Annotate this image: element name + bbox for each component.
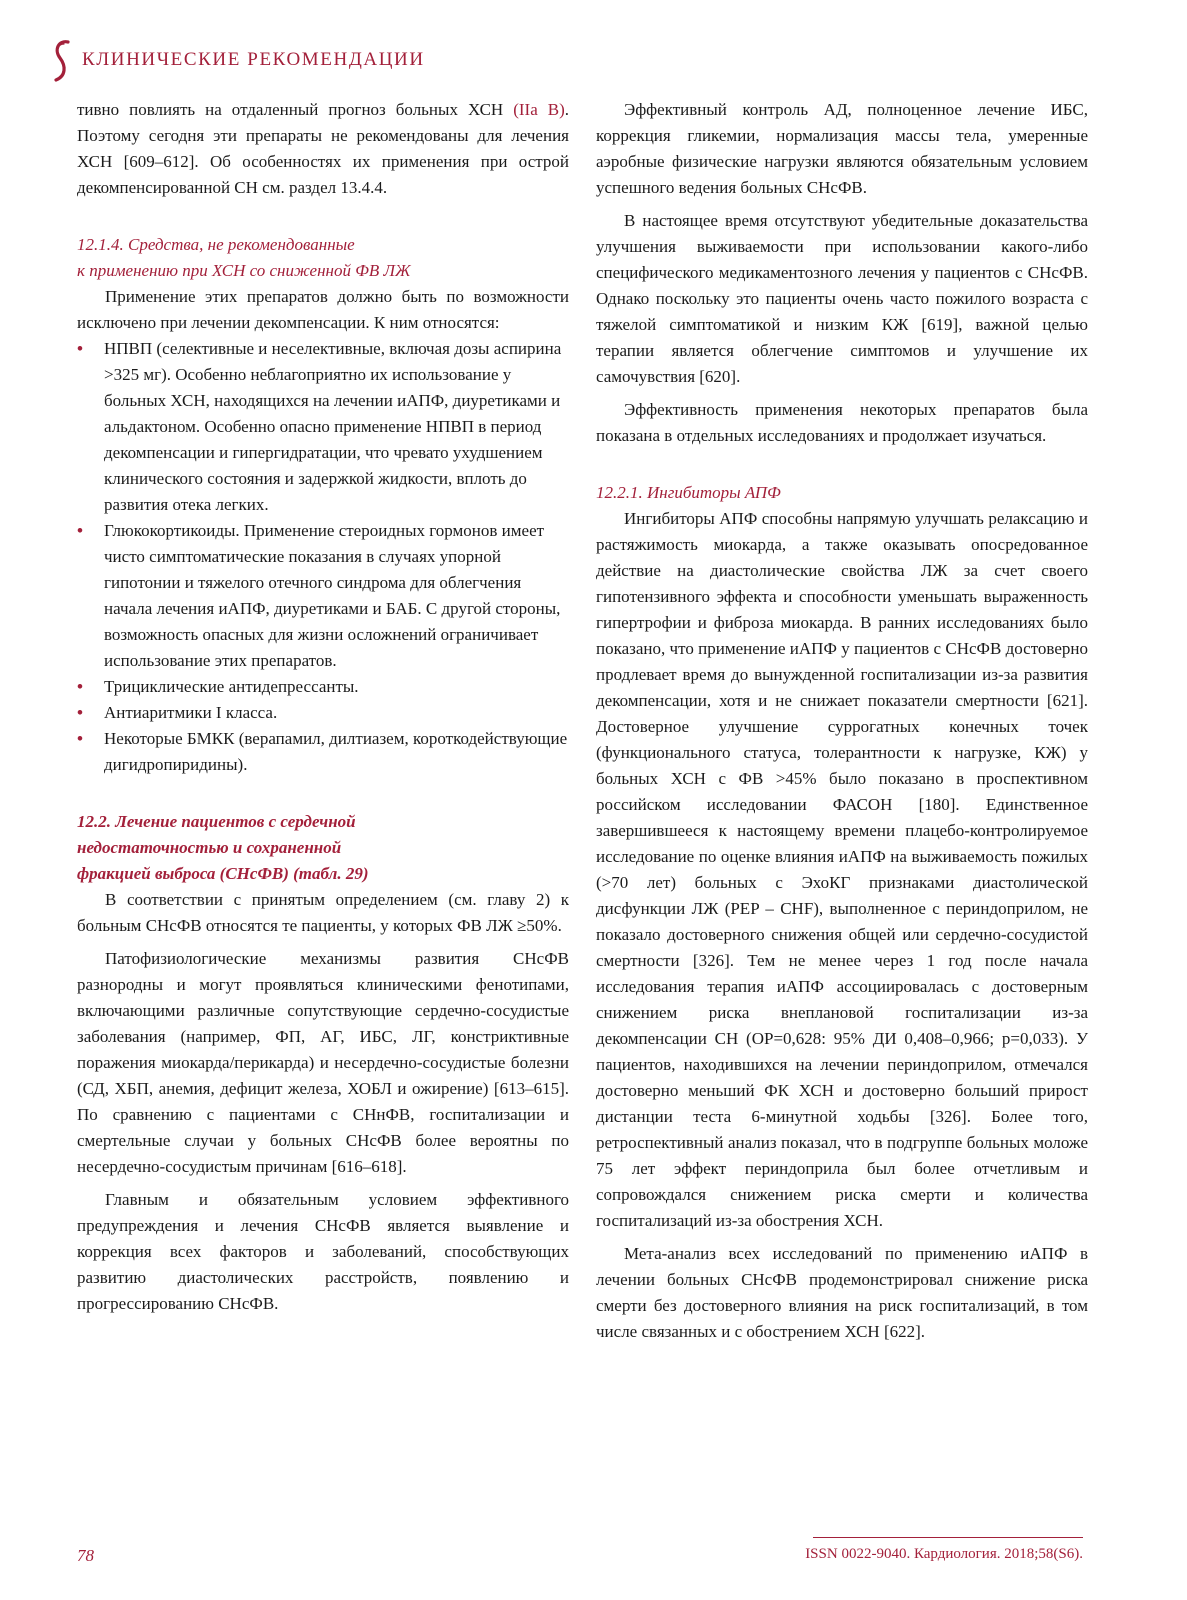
list-item-text: Антиаритмики I класса. — [104, 703, 278, 722]
heading-line: недостаточностью и сохраненной — [77, 838, 342, 857]
bullet-icon: • — [77, 677, 83, 696]
journal-citation: ISSN 0022-9040. Кардиология. 2018;58(S6). — [805, 1546, 1083, 1562]
list-item-text: Некоторые БМКК (верапамил, дилтиазем, короткодействующие дигидропиридины). — [104, 729, 568, 774]
heading-line: 12.2. Лечение пациентов с сердечной — [77, 812, 356, 831]
section-title: КЛИНИЧЕСКИЕ РЕКОМЕНДАЦИИ — [82, 49, 425, 70]
paragraph: Мета-анализ всех исследований по применению иАПФ в лечении больных СНсФВ продемонстрировал снижение риска смерти без достоверного влияния на риск госпитализаций, в том числе связанных и с обострением ХСН [622]. — [596, 1244, 1088, 1341]
paragraph: В соответствии с принятым определением (см. главу 2) к больным СНсФВ относятся те пациенты, у которых ФВ ЛЖ ≥50%. — [77, 890, 569, 935]
heading-line: фракцией выброса (СНсФВ) (табл. 29) — [77, 864, 369, 883]
bullet-icon: • — [77, 703, 83, 722]
page-number: 78 — [77, 1546, 94, 1565]
text-run: . Поэтому сегодня эти препараты не рекомендованы для лечения ХСН [609–612]. Об особенностях их применения при острой декомпенсированной СН см. раздел 13.4.4. — [77, 100, 570, 197]
journal-logo-icon — [44, 38, 78, 84]
subsection-heading-12-1-4 — [77, 232, 569, 284]
list-item-text: НПВП (селективные и неселективные, включая дозы аспирина >325 мг). Особенно неблагоприятно их использование у больных ХСН, находящихся на лечении иАПФ, диуретиками и альдактоном. Особенно опасно применение НПВП в период декомпенсации и гипергидратации, что чревато ухудшением клинического состояния и задержкой жидкости, вплоть до развития отека легких. — [104, 339, 562, 514]
paragraph: Ингибиторы АПФ способны напрямую улучшать релаксацию и растяжимость миокарда, а также оказывать опосредованное действие на диастолические свойства ЛЖ за счет своего гипотензивного эффекта и способности уменьшать выраженность гипертрофии и фиброза миокарда. В ранних исследованиях было показано, что применение иАПФ у пациентов с СНсФВ достоверно продлевает время до вынужденной госпитализации из-за развития декомпенсации, хотя и не снижает показатели смертности [621]. Достоверное улучшение суррогатных конечных точек (функционального статуса, толерантности к нагрузке, КЖ) у больных ХСН с ФВ >45% было показано в проспективном российском исследовании ФАСОН [180]. Единственное завершившееся к настоящему времени плацебо-контролируемое исследование по оценке влияния иАПФ на выживаемость пожилых (>70 лет) больных с ЭхоКГ признаками диастолической дисфункции ЛЖ (PEP – CHF), выполненное с периндоприлом, не показало достоверного снижения общей или сердечно-сосудистой смертности [326]. Тем не менее через 1 год после начала исследования терапия иАПФ ассоциировалась с достоверным снижением риска внеплановой госпитализации из-за декомпенсации СН (ОР=0,628: 95% ДИ 0,408–0,966; p=0,033). У пациентов, находившихся на лечении периндоприлом, отмечался достоверно меньший ФК ХСН и достоверно больший прирост дистанции теста 6-минутной ходьбы [326]. Более того, ретроспективный анализ показал, что в подгруппе больных моложе 75 лет эффект периндоприла был более отчетливым и сопровождался снижением риска смерти и количества госпитализаций из-за обострения ХСН. — [596, 509, 1088, 1230]
bullet-icon: • — [77, 339, 83, 358]
paragraph: Главным и обязательным условием эффективного предупреждения и лечения СНсФВ является выявление и коррекция всех факторов и заболеваний, способствующих развитию диастолических расстройств, появлению и прогрессированию СНсФВ. — [77, 1190, 569, 1313]
list-item-text: Глюкокортикоиды. Применение стероидных гормонов имеет чисто симптоматические показания в случаях упорной гипотонии и тяжелого отечного синдрома для облегчения начала лечения иАПФ, диуретиками и БАБ. С другой стороны, возможность опасных для жизни осложнений ограничивает использование этих препаратов. — [104, 521, 561, 670]
paragraph: Применение этих препаратов должно быть по возможности исключено при лечении декомпенсации. К ним относятся: — [77, 287, 569, 332]
bullet-list — [77, 336, 569, 778]
list-item — [77, 336, 569, 518]
paragraph: В настоящее время отсутствуют убедительные доказательства улучшения выживаемости при использовании какого-либо специфического медикаментозного лечения у пациентов с СНсФВ. Однако поскольку это пациенты очень часто пожилого возраста с тяжелой симптоматикой и низким КЖ [619], важной целью терапии является облегчение симптомов и улучшение их самочувствия [620]. — [596, 211, 1088, 386]
section-heading-12-2 — [77, 809, 569, 887]
text-run: тивно повлиять на отдаленный прогноз больных ХСН — [77, 100, 514, 119]
list-item-text: Трициклические антидепрессанты. — [104, 677, 359, 696]
left-column — [77, 97, 569, 1317]
bullet-icon: • — [77, 521, 83, 540]
list-item — [77, 700, 569, 726]
right-column — [596, 97, 1088, 1345]
heading-line: к применению при ХСН со сниженной ФВ ЛЖ — [77, 261, 411, 280]
paragraph: Патофизиологические механизмы развития СНсФВ разнородны и могут проявляться клиническими фенотипами, включающими различные сопутствующие сердечно-сосудистые заболевания (например, ФП, АГ, ИБС, ЛГ, констриктивные поражения миокарда/перикарда) и несердечно-сосудистые болезни (СД, ХБП, анемия, дефицит железа, ХОБЛ и ожирение) [613–615]. По сравнению с пациентами с СНнФВ, госпитализации и смертельные случаи у больных СНсФВ более вероятны по несердечно-сосудистым причинам [616–618]. — [77, 949, 569, 1176]
page-header — [44, 38, 744, 88]
list-item — [77, 726, 569, 778]
list-item — [77, 518, 569, 674]
paragraph: Эффективный контроль АД, полноценное лечение ИБС, коррекция гликемии, нормализация массы тела, умеренные аэробные физические нагрузки являются обязательным условием успешного ведения больных СНсФВ. — [596, 100, 1088, 197]
bullet-icon: • — [77, 729, 83, 748]
list-item — [77, 674, 569, 700]
subsection-heading-12-2-1: 12.2.1. Ингибиторы АПФ — [596, 483, 781, 502]
footer-divider — [813, 1537, 1083, 1538]
paragraph: Эффективность применения некоторых препаратов была показана в отдельных исследованиях и продолжает изучаться. — [596, 400, 1088, 445]
heading-line: 12.1.4. Средства, не рекомендованные — [77, 235, 355, 254]
evidence-ref: (IIa B) — [513, 100, 565, 119]
paragraph — [77, 97, 569, 201]
